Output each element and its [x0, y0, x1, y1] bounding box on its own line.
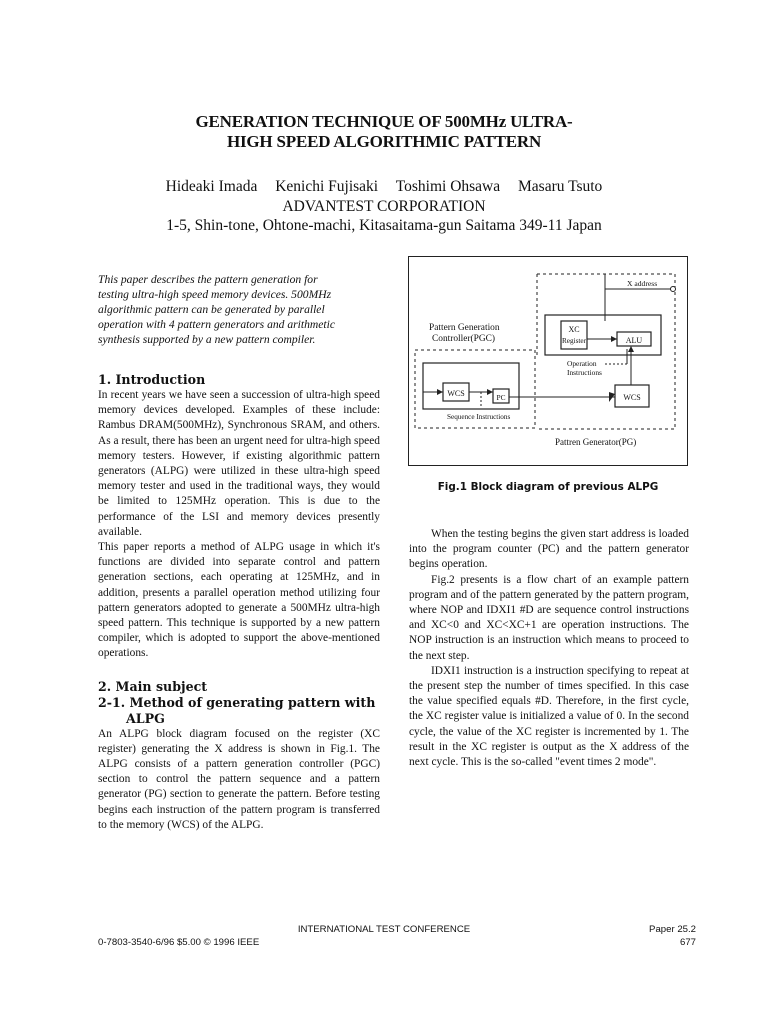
isbn-copyright: 0-7803-3540-6/96 $5.00 © 1996 IEEE	[98, 937, 260, 948]
section-heading-main-subject: 2. Main subject	[98, 678, 208, 694]
author-name: Toshimi Ohsawa	[395, 178, 501, 195]
abstract-line: testing ultra-high speed memory devices. 500MHz	[98, 288, 332, 301]
author-name: Masaru Tsuto	[518, 178, 603, 195]
author-list	[0, 177, 768, 197]
abstract-line: This paper describes the pattern generation for	[98, 273, 318, 286]
operation-label: Operation	[567, 359, 597, 368]
alu-label: ALU	[625, 336, 643, 345]
abstract-line: algorithmic pattern can be generated by parallel	[98, 303, 325, 316]
figure-1-frame	[408, 256, 688, 466]
author-name: Hideaki Imada	[165, 178, 258, 195]
pgc-label-line-2: Controller(PGC)	[432, 334, 496, 344]
address: 1-5, Shin-tone, Ohtone-machi, Kitasaitama-gun Saitama 349-11 Japan	[166, 217, 602, 234]
wcs-left-label: WCS	[447, 389, 465, 398]
affiliation: ADVANTEST CORPORATION	[282, 198, 486, 215]
abstract-line: operation with 4 pattern generators and arithmetic	[98, 318, 336, 331]
paragraph: In recent years we have seen a succession of ultra-high speed memory devices developed. Examples of these include: Rambus DRAM(500MHz), Synchronous SRAM, and others. As a result, there has been an urgent need for ultra-high speed memory testers. However, if existing algorithmic pattern generators (ALPG) were utilized in these ultra-high speed memory tester and used in the traditional ways, they would be limited to 125MHz operation. This is due to the performance of the LSI and memory devices presently available.	[98, 389, 380, 538]
paper-title-line-1: GENERATION TECHNIQUE OF 500MHz ULTRA-	[195, 112, 573, 131]
paragraph: When the testing begins the given start address is loaded into the program counter (PC) and the pattern generator begins operation.	[409, 528, 689, 571]
instructions-label: Instructions	[567, 368, 602, 377]
pgc-label-line-1: Pattern Generation	[429, 323, 500, 333]
figure-1-block-diagram	[409, 257, 687, 465]
paragraph: Fig.2 presents is a flow chart of an example pattern program and of the pattern generated by the pattern program, where NOP and IDXI1 #D are sequence control instructions and XC<0 and XC<XC+1 are operation instructions. The NOP instruction is an instruction which means to proceed to the next step.	[409, 573, 689, 662]
pc-label: PC	[496, 393, 506, 402]
register-label: Register	[562, 337, 586, 345]
paragraph: This paper reports a method of ALPG usage in which it's functions are divided into separate control and pattern generation sections, each operating at 125MHz, and in addition, presents a parallel operation method utilizing four pattern generators adopted to generate a 500MHz ultra-high speed pattern. This technique is supported by a new pattern compiler, which is adopted to support the above-mentioned operations.	[98, 541, 380, 660]
abstract-line: synthesis supported by a new pattern compiler.	[98, 333, 316, 346]
left-column	[98, 372, 380, 833]
x-address-label: X address	[627, 279, 658, 288]
pg-label: Pattren Generator(PG)	[555, 437, 637, 447]
section-heading-introduction: 1. Introduction	[98, 372, 206, 387]
wcs-right-label: WCS	[623, 393, 641, 402]
xc-label: XC	[568, 325, 580, 334]
paragraph: IDXI1 instruction is a instruction specifying to repeat at the present step the number of times specified. In this case the value specified equals #D. Therefore, in the first cycle, the XC register value is initialized a value of 0. In the second cycle, the value of the XC register is incremented by 1. The result in the XC register is output as the X address of the next cycle. This is the so-called "event times 2 mode".	[409, 664, 689, 769]
sequence-instructions-label: Sequence Instructions	[447, 413, 511, 421]
subsection-heading-line-2: ALPG	[126, 710, 165, 726]
figure-1-caption: Fig.1 Block diagram of previous ALPG	[437, 481, 659, 493]
abstract	[98, 272, 368, 347]
author-name: Kenichi Fujisaki	[275, 178, 379, 195]
paper-title-line-2: HIGH SPEED ALGORITHMIC PATTERN	[226, 132, 542, 151]
conference-name: INTERNATIONAL TEST CONFERENCE	[297, 924, 471, 935]
subsection-heading-line-1: 2-1. Method of generating pattern with	[98, 694, 376, 710]
paragraph: An ALPG block diagram focused on the register (XC register) generating the X address is shown in Fig.1. The ALPG consists of a pattern generation controller (PGC) section to control the pattern sequence and a pattern generator (PG) section to generate the pattern. Before testing begins each instruction of the pattern program is transferred to the memory (WCS) of the ALPG.	[98, 727, 380, 831]
paper-number: Paper 25.2	[649, 924, 696, 935]
page-number: 677	[679, 937, 696, 948]
right-column	[409, 527, 689, 770]
